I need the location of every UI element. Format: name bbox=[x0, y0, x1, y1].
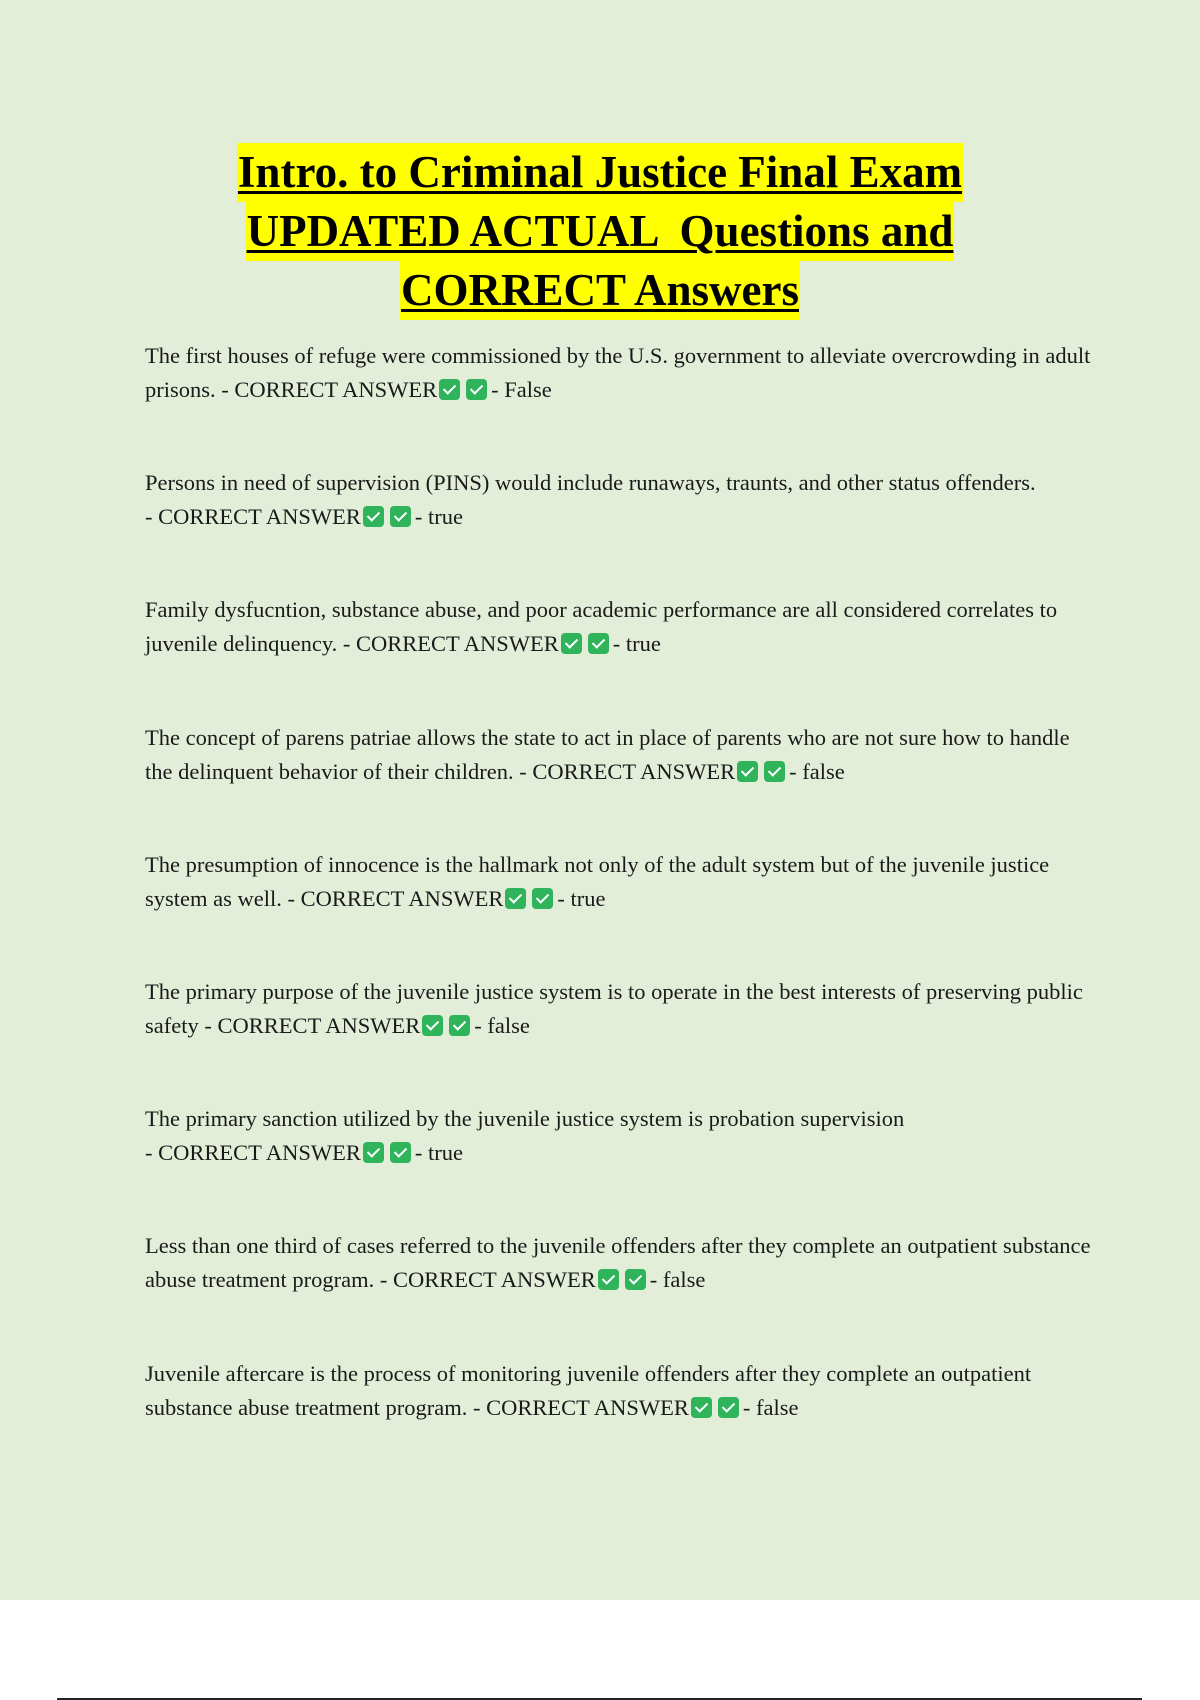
check-mark-icon bbox=[390, 1142, 411, 1163]
title-line-2: UPDATED ACTUAL Questions and bbox=[246, 202, 955, 261]
answer-value: - false bbox=[649, 1267, 706, 1293]
answer-value: - true bbox=[612, 631, 661, 657]
qa-item bbox=[145, 339, 1095, 466]
question-text: The first houses of refuge were commissioned by the U.S. government to alleviate overcrowding in adult prisons. bbox=[145, 343, 1091, 402]
qa-item bbox=[145, 593, 1095, 720]
check-mark-icon bbox=[737, 761, 758, 782]
question-text: The primary sanction utilized by the juvenile justice system is probation supervision bbox=[145, 1106, 905, 1132]
check-mark-icon bbox=[449, 1015, 470, 1036]
check-mark-icon bbox=[625, 1269, 646, 1290]
title-line-3: CORRECT Answers bbox=[400, 261, 800, 320]
correct-answer-label: - CORRECT ANSWER bbox=[204, 1012, 421, 1038]
correct-answer-label: - CORRECT ANSWER bbox=[145, 504, 361, 530]
qa-item bbox=[145, 1357, 1095, 1484]
answer-value: - false bbox=[474, 1012, 530, 1038]
check-mark-icon bbox=[764, 761, 785, 782]
answer-value: - true bbox=[414, 504, 463, 530]
correct-answer-label: - CORRECT ANSWER bbox=[519, 758, 736, 784]
check-mark-icon bbox=[588, 633, 609, 654]
check-mark-icon bbox=[691, 1397, 712, 1418]
answer-value: - False bbox=[491, 377, 552, 402]
correct-answer-label: - CORRECT ANSWER bbox=[473, 1394, 689, 1420]
question-text: The presumption of innocence is the hallmark not only of the adult system but of the juvenile justice system as well. bbox=[145, 851, 1050, 911]
correct-answer-label: - CORRECT ANSWER bbox=[342, 631, 559, 657]
check-mark-icon bbox=[439, 379, 460, 400]
question-text: Less than one third of cases referred to the juvenile offenders after they complete an outpatient substance abuse treatment program. bbox=[145, 1233, 1091, 1293]
check-mark-icon bbox=[422, 1015, 443, 1036]
check-mark-icon bbox=[718, 1397, 739, 1418]
question-text: The concept of parens patriae allows the state to act in place of parents who are not sure how to handle the delinquent behavior of their children. bbox=[145, 724, 1070, 784]
qa-item bbox=[145, 466, 1095, 593]
question-text: Persons in need of supervision (PINS) would include runaways, traunts, and other status offenders. bbox=[145, 470, 1036, 496]
answer-value: - false bbox=[742, 1394, 799, 1420]
qa-item bbox=[145, 848, 1095, 975]
check-mark-icon bbox=[390, 506, 411, 527]
answer-value: - false bbox=[789, 758, 845, 784]
qa-item bbox=[145, 721, 1095, 848]
check-mark-icon bbox=[363, 1142, 384, 1163]
answer-value: - true bbox=[414, 1140, 463, 1166]
check-mark-icon bbox=[466, 379, 487, 400]
question-text: Family dysfucntion, substance abuse, and poor academic performance are all considered correlates to juvenile delinquency. bbox=[145, 597, 1058, 657]
check-mark-icon bbox=[363, 506, 384, 527]
answer-value: - true bbox=[557, 885, 606, 911]
question-answer-list bbox=[145, 339, 1095, 1484]
question-text: Juvenile aftercare is the process of monitoring juvenile offenders after they complete an outpatient substance abuse treatment program. bbox=[145, 1360, 1032, 1420]
qa-item bbox=[145, 1229, 1095, 1356]
question-text: The primary purpose of the juvenile justice system is to operate in the best interests of preserving public safety bbox=[145, 978, 1083, 1038]
check-mark-icon bbox=[532, 888, 553, 909]
qa-item bbox=[145, 975, 1095, 1102]
check-mark-icon bbox=[598, 1269, 619, 1290]
check-mark-icon bbox=[505, 888, 526, 909]
title-line-1: Intro. to Criminal Justice Final Exam bbox=[237, 143, 963, 202]
qa-item bbox=[145, 1102, 1095, 1229]
document-title bbox=[0, 143, 1200, 320]
correct-answer-label: - CORRECT ANSWER bbox=[379, 1267, 596, 1293]
check-mark-icon bbox=[561, 633, 582, 654]
correct-answer-label: - CORRECT ANSWER bbox=[221, 377, 438, 402]
correct-answer-label: - CORRECT ANSWER bbox=[287, 885, 504, 911]
correct-answer-label: - CORRECT ANSWER bbox=[145, 1140, 361, 1166]
